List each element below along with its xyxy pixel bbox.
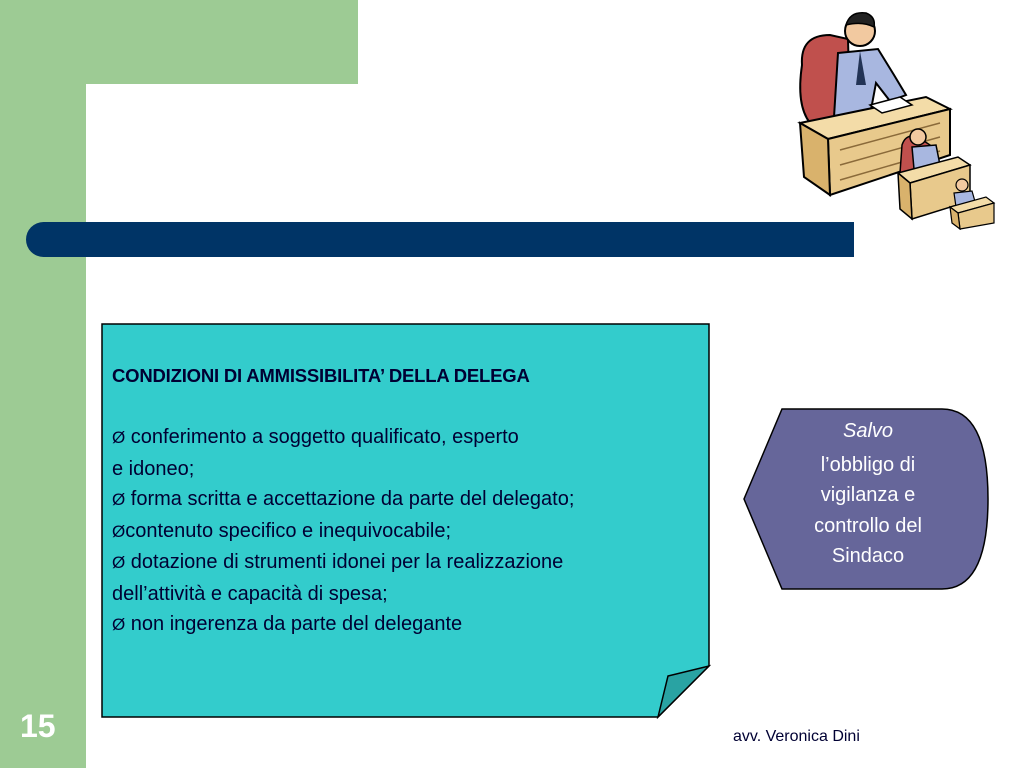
note-line: Ø non ingerenza da parte del delegante [112, 613, 463, 635]
arrowhead-bullet-icon: Ø [112, 490, 126, 509]
callout-line: controllo del [814, 514, 922, 537]
arrowhead-bullet-icon: Ø [112, 553, 126, 572]
note-line: Ø conferimento a soggetto qualificato, esperto [112, 426, 519, 448]
title-bar [26, 222, 854, 257]
note-line: e idoneo; [112, 457, 195, 480]
arrowhead-bullet-icon: Ø [112, 521, 126, 541]
green-side-strip [0, 0, 86, 768]
callout-line: Sindaco [831, 545, 905, 567]
arrowhead-bullet-icon: Ø [112, 615, 126, 634]
note-heading: CONDIZIONI DI AMMISSIBILITA’ DELLA DELEGA [112, 365, 530, 386]
rounded-corner [86, 84, 146, 144]
callout-line: vigilanza e [820, 484, 916, 506]
page-number: 15 [20, 708, 56, 744]
note-line: Øcontenuto specifico e inequivocabile; [112, 519, 452, 542]
green-top-block [86, 0, 358, 84]
footer-author: avv. Veronica Dini [733, 728, 860, 745]
note-line: Ø forma scritta e accettazione da parte del delegato; [112, 488, 575, 510]
note-content [112, 361, 712, 641]
note-line: dell’attività e capacità di spesa; [112, 582, 388, 605]
callout-content [778, 416, 958, 572]
arrowhead-bullet-icon: Ø [112, 428, 126, 447]
office-hierarchy-clipart-icon [790, 5, 1000, 230]
callout-line: l’obbligo di [820, 453, 916, 476]
callout-salvo: Salvo [842, 420, 894, 442]
note-line: Ø dotazione di strumenti idonei per la realizzazione [112, 551, 564, 573]
